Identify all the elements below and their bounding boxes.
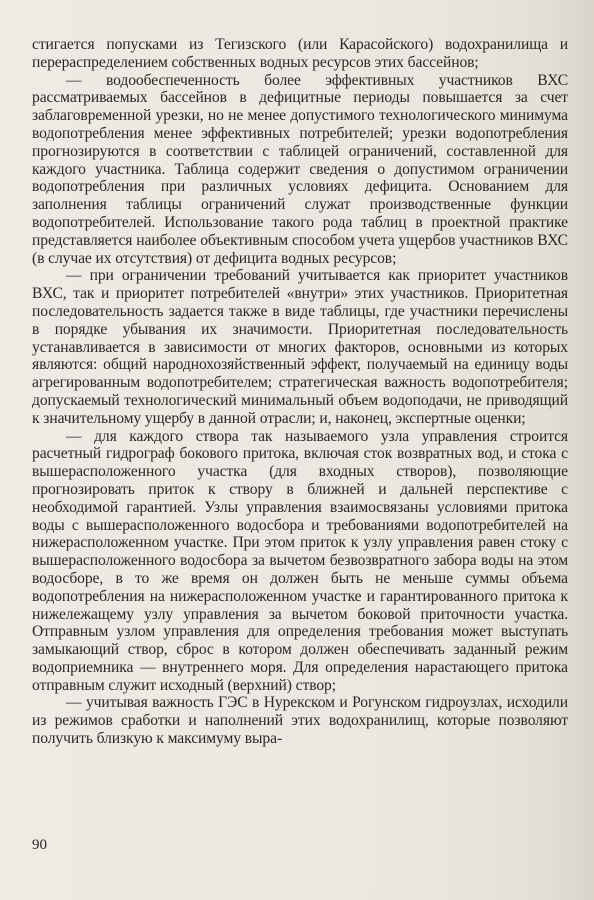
- paragraph-control-node: — для каждого створа так называемого узла управления строится расчетный гидрограф бокового притока, включая сток возвратных вод, и стока с вышерасположенного участка (для входных створов), позволяющие прогнозировать приток к створу в ближней и дальней перспективе с необходимой гарантией. Узлы управления взаимосвязаны условиями притока воды с вышерасположенного водосбора и требованиями водопотребителей на нижерасположенном участке. При этом приток к узлу управления равен стоку с вышерасположенного водосбора за вычетом безвозвратного забора воды на этом водосборе, в то же время он должен быть не меньше суммы объема водопотребления на нижерасположенном участке и гарантированного притока к нижележащему узлу управления за вычетом боковой приточности участка. Отправным узлом управления для определения требования может выступать замыкающий створ, сброс в котором должен обеспечивать заданный режим водоприемника — внутреннего моря. Для определения нарастающего притока отправным служит исходный (верхний) створ;: [32, 427, 568, 694]
- body-text: [32, 36, 568, 748]
- paragraph-water-supply: — водообеспеченность более эффективных участников ВХС рассматриваемых бассейнов в дефицитные периоды повышается за счет заблаговременной урезки, но не менее допустимого технологического минимума водопотребления менее эффективных потребителей; урезки водопотребления прогнозируются в соответствии с таблицей ограничений, составленной для каждого участника. Таблица содержит сведения о допустимом ограничении водопотребления при различных условиях дефицита. Основанием для заполнения таблицы ограничений служат производственные функции водопотребителей. Использование такого рода таблиц в проектной практике представляется наиболее объективным способом учета ущербов участников ВХС (в случае их отсутствия) от дефицита водных ресурсов;: [32, 71, 568, 267]
- paragraph-priority: — при ограничении требований учитывается как приоритет участников ВХС, так и приоритет потребителей «внутри» этих участников. Приоритетная последовательность задается также в виде таблицы, где участники перечислены в порядке убывания их значимости. Приоритетная последовательность устанавливается в зависимости от многих факторов, основными из которых являются: общий народнохозяйственный эффект, получаемый на единицу воды агрегированным водопотребителем; стратегическая важность водопотребителя; допускаемый технологический минимальный объем водоподачи, не приводящий к значительному ущербу в данной отрасли; и, наконец, экспертные оценки;: [32, 267, 568, 427]
- paragraph-continuation: стигается попусками из Тегизского (или Карасойского) водохранилища и перераспределением собственных водных ресурсов этих бассейнов;: [32, 36, 568, 71]
- page-number: 90: [32, 837, 47, 853]
- paragraph-hydro-stations: — учитывая важность ГЭС в Нурекском и Рогунском гидроузлах, исходили из режимов сработки и наполнений этих водохранилищ, которые позволяют получить близкую к максимуму выра-: [32, 694, 568, 748]
